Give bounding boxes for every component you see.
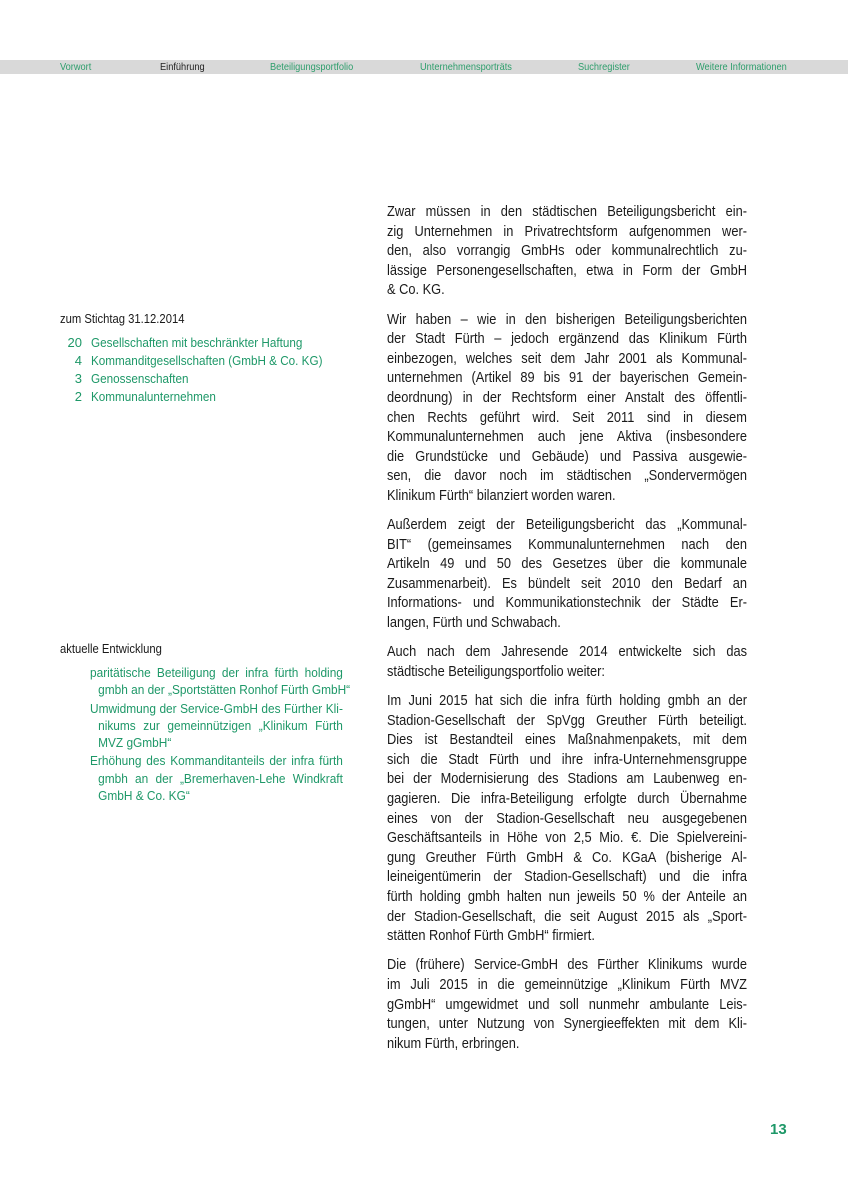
stichtag-heading-text: zum Stichtag 31.12.2014	[60, 312, 185, 326]
body-text-line: Artikeln 49 und 50 des Gesetzes über die kommunale	[387, 556, 747, 573]
body-text-line: BIT“ (gemeinsames Kommunalunternehmen nach den	[387, 536, 747, 553]
body-text-line: Klinikum Fürth“ bilanziert worden waren.	[387, 487, 616, 504]
nav-item-suchregister[interactable]: Suchregister	[578, 61, 630, 73]
entwicklung-text-line: MVZ gGmbH“	[98, 735, 172, 751]
entwicklung-text-line: Erhöhung des Kommanditanteils der infra fürth	[90, 753, 343, 769]
body-text-line: städtische Beteiligungsportfolio weiter:	[387, 663, 605, 680]
body-text-line: langen, Fürth und Schwabach.	[387, 615, 561, 632]
stichtag-list	[60, 334, 360, 406]
nav-item-einführung[interactable]: Einführung	[160, 61, 205, 73]
body-text-line: leineigentümerin der Stadion-Gesellschaft) und die infra	[387, 869, 747, 886]
entwicklung-list-item	[90, 664, 351, 699]
entwicklung-list-item	[90, 700, 343, 752]
body-text-line: die Grundstücke und Gebäude) und Passiva ausgewie-	[387, 448, 747, 465]
body-text-line: gGmbH“ umgewidmet und soll nunmehr ambulante Leis-	[387, 996, 747, 1013]
body-paragraph	[387, 956, 747, 1054]
body-text-line: bei der Modernisierung des Stadions am Laubenweg en-	[387, 771, 747, 788]
nav-item-weitere-informationen[interactable]: Weitere Informationen	[696, 61, 787, 73]
page-number: 13	[770, 1121, 787, 1138]
body-paragraph	[387, 692, 747, 947]
body-text-line: gagieren. Die infra-Beteiligung erfolgte durch Übernahme	[387, 791, 747, 807]
body-text-line: eines von der Stadion-Gesellschaft neu ausgegebenen	[387, 810, 747, 827]
body-paragraph	[387, 516, 747, 634]
body-text-line: nikum Fürth, erbringen.	[387, 1035, 520, 1052]
body-text-line: den, also vorrangig GmbHs oder kommunalrechtlich zu-	[387, 243, 747, 260]
body-text-column	[387, 203, 747, 1064]
entwicklung-list-item	[90, 752, 343, 804]
item-count: 2	[74, 389, 82, 404]
body-text-line: Zwar müssen in den städtischen Beteiligungsbericht ein-	[387, 204, 747, 220]
body-text-line: einbezogen, welches seit dem Jahr 2001 als Kommunal-	[387, 350, 747, 367]
body-text-line: Außerdem zeigt der Beteiligungsbericht das „Kommunal-	[387, 517, 747, 534]
stichtag-list-item	[60, 352, 360, 370]
nav-item-unternehmensporträts[interactable]: Unternehmensporträts	[420, 61, 512, 73]
body-text-line: tungen, unter Nutzung von Synergieeffekten mit dem Kli-	[387, 1016, 747, 1033]
body-text-line: Stadion-Gesellschaft der SpVgg Greuther Fürth beteiligt.	[387, 712, 747, 729]
body-text-line: sich die Stadt Fürth und ihre infra-Unternehmensgruppe	[387, 751, 747, 768]
entwicklung-list	[90, 664, 351, 805]
top-navigation-bar	[0, 60, 848, 74]
body-text-line: Die (frühere) Service-GmbH des Fürther Klinikums wurde	[387, 957, 747, 974]
body-text-line: unternehmen (Artikel 89 bis 91 der bayerischen Gemein-	[387, 370, 747, 387]
body-text-line: Auch nach dem Jahresende 2014 entwickelte sich das	[387, 644, 747, 661]
body-text-line: Geschäftsanteils in Höhe von 2,5 Mio. €. Die Spielvereini-	[387, 830, 747, 847]
entwicklung-text-line: gmbh an der „Bremerhaven-Lehe Windkraft	[98, 770, 343, 786]
stichtag-list-item	[60, 334, 360, 352]
body-text-line: Dies ist Bestandteil eines Maßnahmenpakets, mit dem	[387, 732, 747, 749]
body-text-line: Wir haben – wie in den bisherigen Beteiligungsberichten	[387, 311, 747, 328]
body-text-line: zig Unternehmen in Privatrechtsform aufgenommen wer-	[387, 223, 747, 240]
nav-item-vorwort[interactable]: Vorwort	[60, 61, 92, 73]
nav-item-beteiligungsportfolio[interactable]: Beteiligungsportfolio	[270, 61, 354, 73]
body-text-line: im Juli 2015 in die gemeinnützige „Klinikum Fürth MVZ	[387, 976, 747, 993]
entwicklung-text-line: GmbH & Co. KG“	[98, 788, 190, 804]
body-text-line: Zusammenarbeit). Es bündelt seit 2010 den Bedarf an	[387, 575, 747, 592]
stichtag-heading	[60, 311, 198, 327]
stichtag-list-item	[60, 388, 360, 406]
body-text-line: chen Rechts geführt wird. Seit 2011 sind in diesem	[387, 409, 747, 426]
body-text-line: deordnung) in der Rechtsform einer Anstalt des öffentli-	[387, 389, 747, 406]
entwicklung-text-line: gmbh an der „Sportstätten Ronhof Fürth GmbH“	[98, 682, 351, 698]
item-label: Kommunalunternehmen	[91, 389, 216, 404]
item-label: Genossenschaften	[91, 371, 189, 386]
entwicklung-heading	[60, 641, 173, 657]
body-paragraph	[387, 311, 747, 507]
body-text-line: fürth holding gmbh halten nun jeweils 50 % der Anteile an	[387, 888, 747, 905]
body-text-line: lässige Personengesellschaften, etwa in Form der GmbH	[387, 262, 747, 279]
body-text-line: der Stadion-Gesellschaft, die seit August 2015 als „Sport-	[387, 908, 747, 925]
item-count: 3	[74, 371, 82, 386]
body-paragraph	[387, 203, 747, 301]
body-text-line: stätten Ronhof Fürth GmbH“ firmiert.	[387, 928, 595, 945]
body-paragraph	[387, 643, 747, 682]
body-text-line: Informations- und Kommunikationstechnik der Städte Er-	[387, 595, 747, 612]
body-text-line: Im Juni 2015 hat sich die infra fürth holding gmbh an der	[387, 693, 747, 710]
entwicklung-text-line: Umwidmung der Service-GmbH des Fürther Kli-	[90, 700, 343, 716]
body-text-line: der Stadt Fürth – jedoch ergänzend das Klinikum Fürth	[387, 331, 747, 348]
item-count: 4	[74, 353, 82, 368]
item-count: 20	[67, 335, 82, 350]
body-text-line: gung Greuther Fürth GmbH & Co. KGaA (bisherige Al-	[387, 849, 747, 866]
body-text-line: sen, die davor noch im städtischen „Sondervermögen	[387, 468, 747, 485]
entwicklung-text-line: paritätische Beteiligung der infra fürth holding	[90, 665, 343, 680]
entwicklung-text-line: nikums zur gemeinnützigen „Klinikum Fürth	[98, 717, 343, 733]
entwicklung-heading-text: aktuelle Entwicklung	[60, 642, 162, 656]
stichtag-list-item	[60, 370, 360, 388]
item-label: Kommanditgesellschaften (GmbH & Co. KG)	[91, 353, 323, 368]
item-label: Gesellschaften mit beschränkter Haftung	[91, 335, 303, 350]
body-text-line: & Co. KG.	[387, 282, 445, 299]
body-text-line: Kommunalunternehmen auch jene Aktiva (insbesondere	[387, 429, 747, 446]
